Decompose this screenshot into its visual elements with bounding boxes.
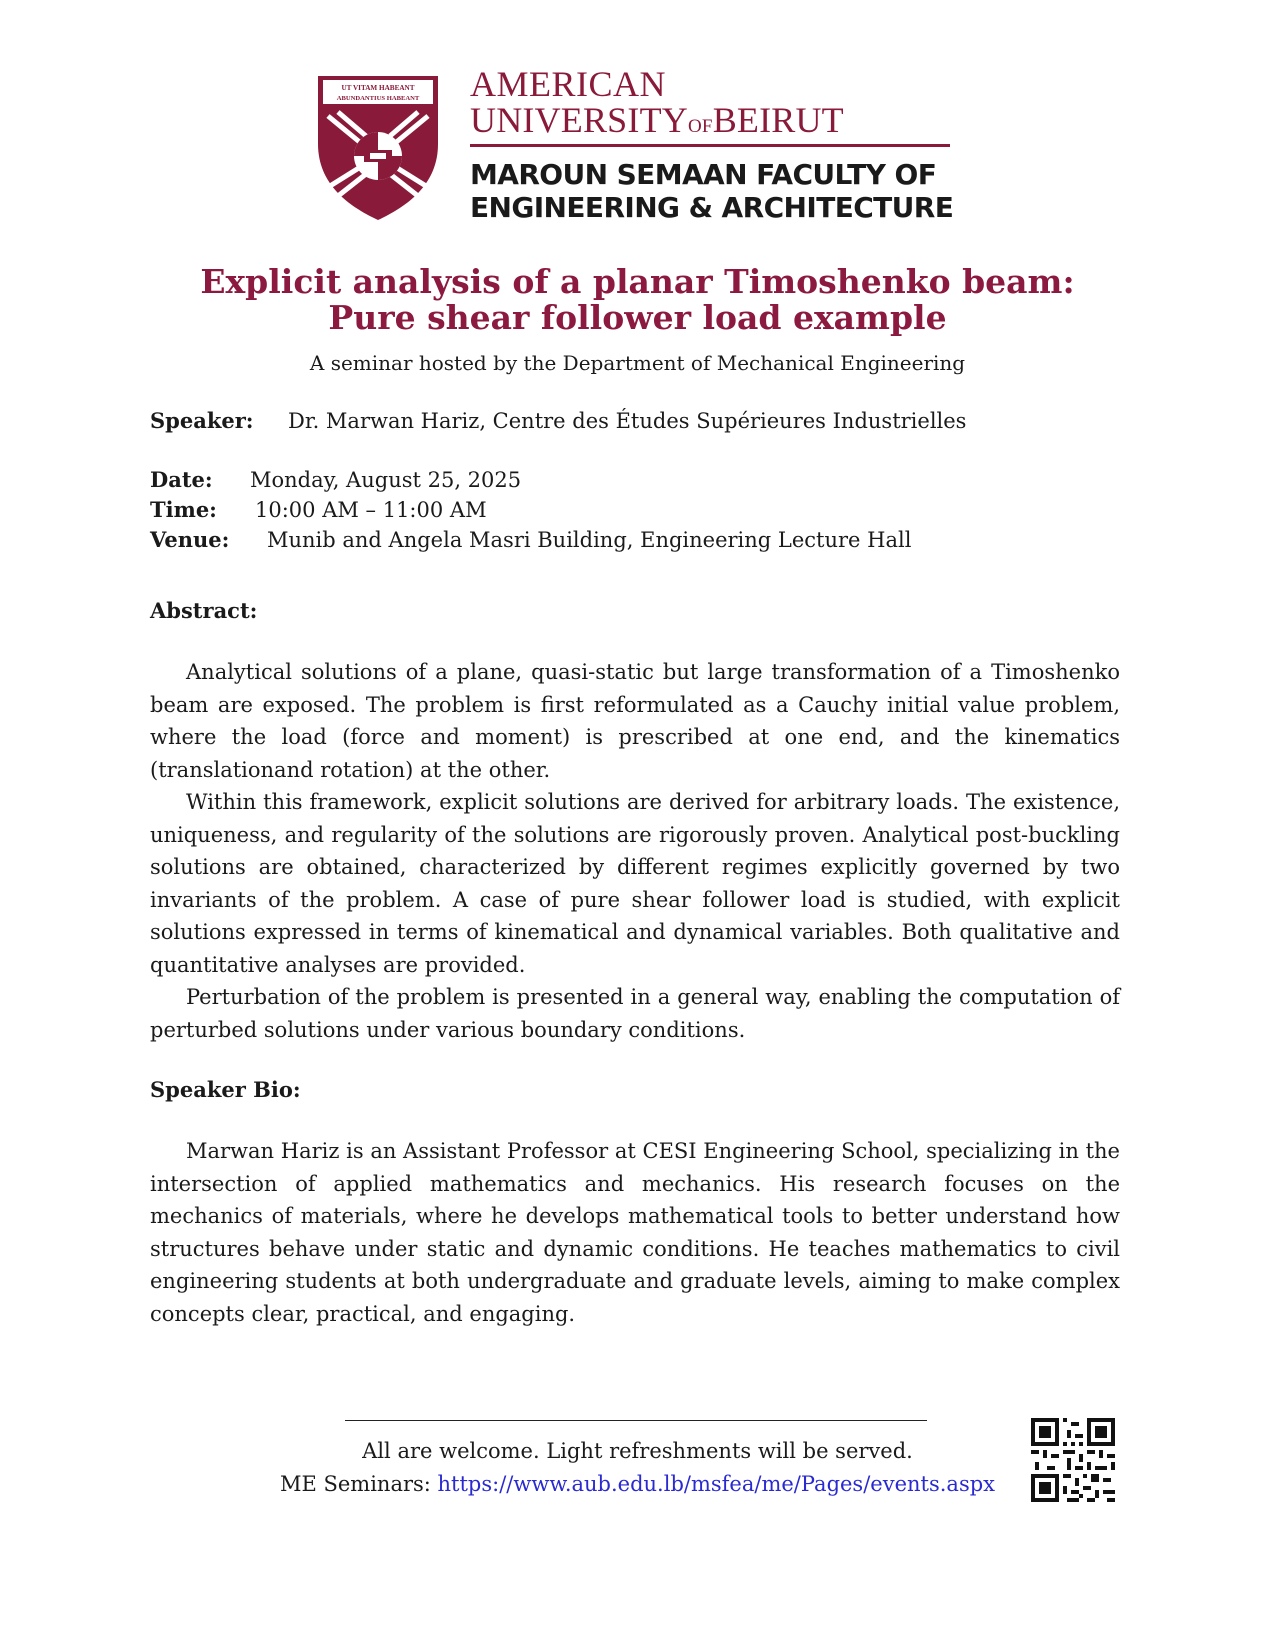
faculty-line1: MAROUN SEMAAN FACULTY OF <box>470 158 937 191</box>
seminars-link[interactable]: https://www.aub.edu.lb/msfea/me/Pages/events.aspx <box>437 1472 996 1496</box>
university-word: UNIVERSITY <box>470 100 688 140</box>
title-line1: Explicit analysis of a planar Timoshenko beam: <box>200 262 1075 301</box>
of-word: OF <box>687 116 713 137</box>
motto-line1: UT VITAM HABEANT <box>341 84 415 92</box>
seminar-title <box>0 264 1275 336</box>
venue-value: Munib and Angela Masri Building, Engineering Lecture Hall <box>267 528 912 552</box>
motto-line2: ABUNDANTIUS HABEANT <box>336 95 420 102</box>
footer-welcome: All are welcome. Light refreshments will be served. <box>362 1439 913 1463</box>
seminars-label: ME Seminars: <box>279 1472 438 1496</box>
seminar-subtitle: A seminar hosted by the Department of Mechanical Engineering <box>309 351 966 375</box>
brand-divider <box>470 144 950 147</box>
bio-paragraph: Marwan Hariz is an Assistant Professor at CESI Engineering School, specializing in the intersection of applied mathematics and mechanics. His research focuses on the mechanics of materials, where he develops mathematical tools to better understand how structures behave under static and dynamic conditions. He teaches mathematics to civil engineering students at both undergraduate and graduate levels, aiming to make complex concepts clear, practical, and engaging. <box>150 1139 1120 1326</box>
venue-field <box>150 527 911 552</box>
time-value: 10:00 AM – 11:00 AM <box>255 498 487 522</box>
abstract-paragraph-1: Analytical solutions of a plane, quasi-static but large transformation of a Timoshenko beam are exposed. The problem is first reformulated as a Cauchy initial value problem, where the load (force and moment) is prescribed at one end, and the kinematics (translationand rotation) at the other. <box>150 660 1120 782</box>
speaker-label: Speaker: <box>150 408 254 433</box>
university-name <box>470 66 844 140</box>
aub-shield-logo <box>316 74 440 222</box>
date-field <box>150 467 521 492</box>
abstract-paragraph-2: Within this framework, explicit solutions are derived for arbitrary loads. The existence, uniqueness, and regularity of the solutions are rigorously proven. Analytical post-buckling solutions are obtained, characterized by different regimes explicitly governed by two invariants of the problem. A case of pure shear follower load is studied, with explicit solutions expressed in terms of kinematical and dynamical variables. Both qualitative and quantitative analyses are provided. <box>150 790 1120 977</box>
speaker-field <box>150 408 966 433</box>
beirut-word: BEIRUT <box>712 100 844 140</box>
time-field <box>150 497 487 522</box>
time-label: Time: <box>150 497 217 522</box>
qr-code-icon <box>1031 1418 1115 1502</box>
university-line2 <box>470 102 844 140</box>
faculty-name <box>470 158 953 224</box>
university-line1: AMERICAN <box>470 64 667 104</box>
title-line2: Pure shear follower load example <box>328 298 947 337</box>
bio-heading: Speaker Bio: <box>150 1077 301 1102</box>
date-label: Date: <box>150 467 213 492</box>
abstract-heading: Abstract: <box>150 598 258 623</box>
faculty-line2: ENGINEERING & ARCHITECTURE <box>470 191 954 224</box>
footer-divider <box>345 1420 927 1421</box>
date-value: Monday, August 25, 2025 <box>250 468 522 492</box>
speaker-value: Dr. Marwan Hariz, Centre des Études Supérieures Industrielles <box>288 409 967 433</box>
venue-label: Venue: <box>150 527 230 552</box>
abstract-paragraph-3: Perturbation of the problem is presented in a general way, enabling the computation of perturbed solutions under various boundary conditions. <box>150 985 1120 1042</box>
